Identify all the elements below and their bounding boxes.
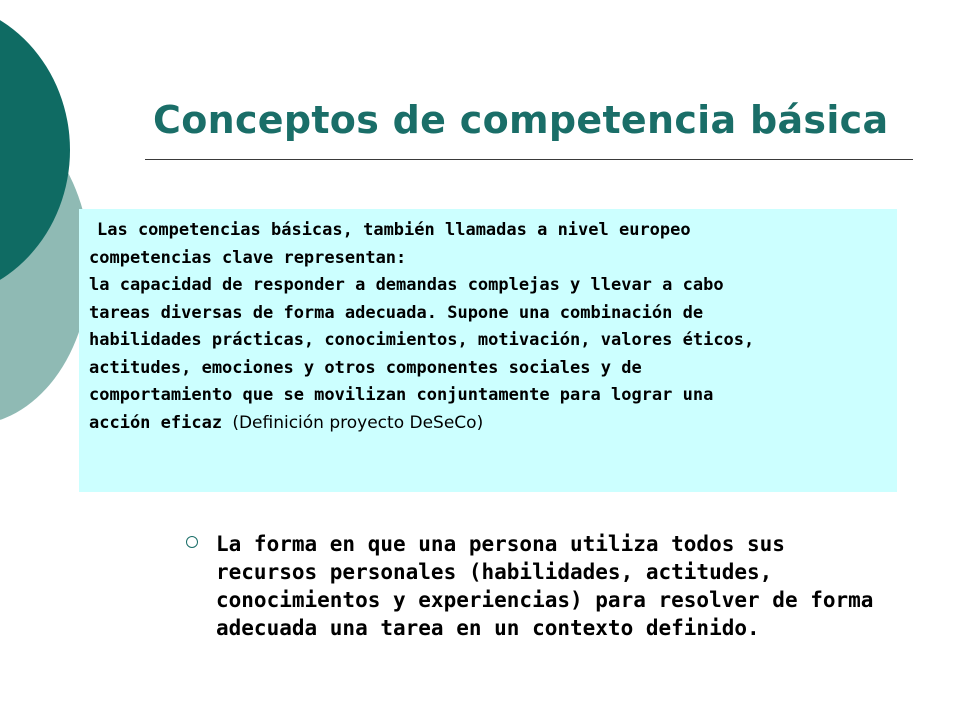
definition-line-5: habilidades prácticas, conocimientos, motivación, valores éticos, [89,330,755,350]
definition-line-1: Las competencias básicas, también llamadas a nivel europeo [97,220,691,240]
definition-box [79,209,897,492]
definition-line-2: competencias clave representan: [89,247,407,268]
bullet-line-4: adecuada una tarea en un contexto definido. [216,616,760,640]
definition-line-3: la capacidad de responder a demandas complejas y llevar a cabo [89,275,724,295]
bullet-line-3: conocimientos y experiencias) para resolver de forma [216,588,874,612]
definition-citation: (Definición proyecto DeSeCo) [232,412,484,433]
definition-line-8-text: acción eficaz [89,412,223,433]
bullet-item [186,530,926,642]
definition-line-6: actitudes, emociones y otros componentes sociales y de [89,357,642,378]
title-divider [145,159,913,160]
definition-line-7: comportamiento que se movilizan conjuntamente para lograr una [89,385,714,405]
slide-title: Conceptos de competencia básica [153,98,889,142]
definition-line-8 [89,410,887,438]
bullet-line-2: recursos personales (habilidades, actitudes, [216,560,773,584]
definition-line-4: tareas diversas de forma adecuada. Supone una combinación de [89,302,704,323]
bullet-text [216,530,926,642]
bullet-line-1: La forma en que una persona utiliza todos sus [216,532,785,556]
circle-bullet-icon [186,536,198,548]
